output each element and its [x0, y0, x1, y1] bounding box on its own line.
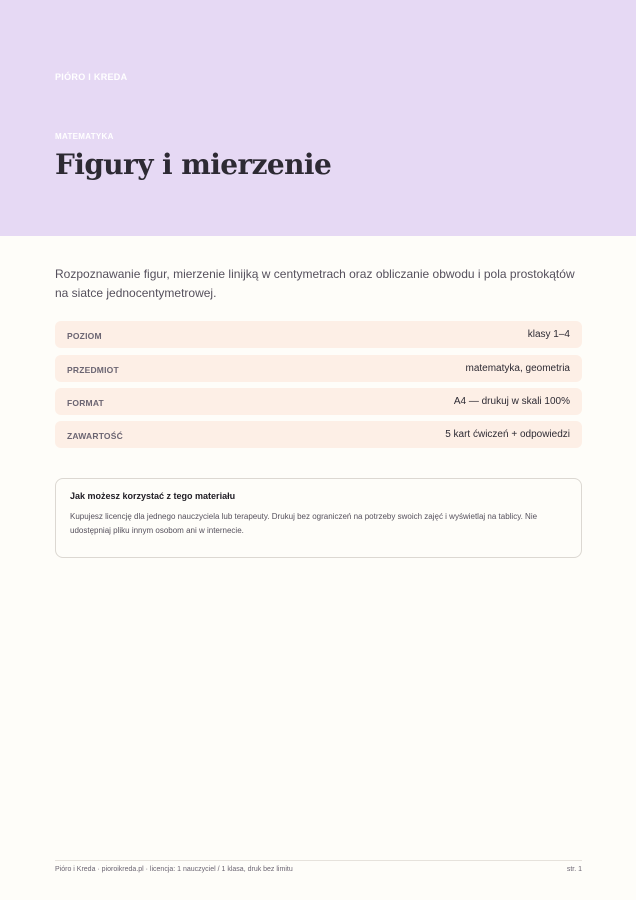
- meta-row-contents: [55, 421, 582, 448]
- meta-key: POZIOM: [67, 331, 102, 341]
- footer-license: Pióro i Kreda · pioroikreda.pl · licencja: 1 nauczyciel / 1 klasa, druk bez limitu: [55, 866, 293, 873]
- header-banner: [0, 0, 636, 236]
- license-info-heading: Jak możesz korzystać z tego materiału: [70, 491, 236, 501]
- meta-key: PRZEDMIOT: [67, 365, 119, 375]
- subject-label: MATEMATYKA: [55, 132, 114, 141]
- intro-text: Rozpoznawanie figur, mierzenie linijką w centymetrach oraz obliczanie obwodu i pola prostokątów na siatce jednocentymetrowej.: [55, 267, 575, 300]
- brand-name: PIÓRO I KREDA: [55, 72, 128, 82]
- meta-key: ZAWARTOŚĆ: [67, 431, 123, 441]
- meta-value: matematyka, geometria: [465, 363, 570, 374]
- meta-row-subject: [55, 355, 582, 382]
- page-number: str. 1: [566, 866, 582, 873]
- meta-value: klasy 1–4: [527, 329, 570, 340]
- page-title: Figury i mierzenie: [55, 148, 332, 181]
- license-info-text: Kupujesz licencję dla jednego nauczyciela lub terapeuty. Drukuj bez ograniczeń na potrzeby swoich zajęć i wyświetlaj na tablicy. Nie udostępniaj pliku innym osobom ani w internecie.: [70, 512, 538, 535]
- footer-divider: [55, 860, 582, 861]
- license-info-box: [55, 478, 582, 558]
- meta-value: 5 kart ćwiczeń + odpowiedzi: [445, 429, 570, 440]
- meta-value: A4 — drukuj w skali 100%: [453, 396, 570, 407]
- meta-row-format: [55, 388, 582, 415]
- meta-row-level: [55, 321, 582, 348]
- meta-key: FORMAT: [67, 398, 104, 408]
